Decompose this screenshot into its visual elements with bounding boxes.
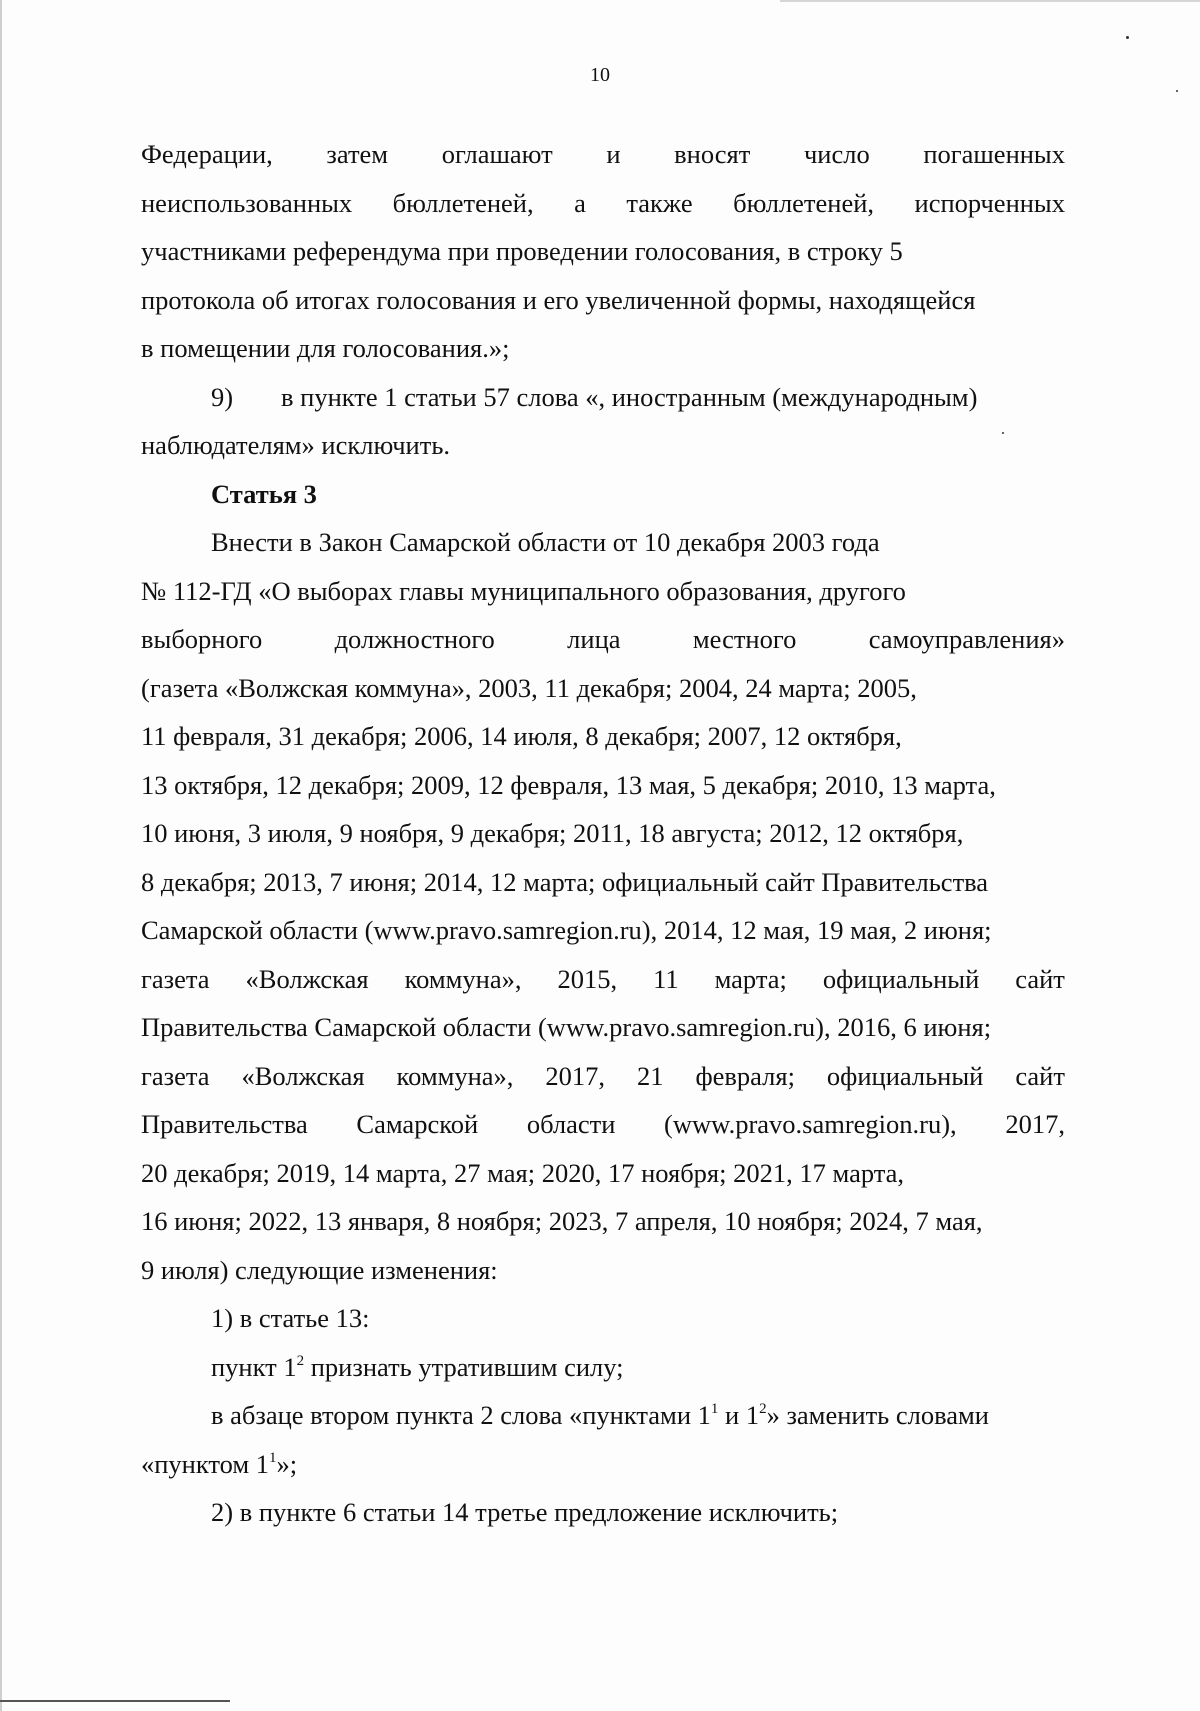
word: 2017, — [545, 1060, 606, 1091]
word: «Волжская — [241, 1060, 365, 1091]
paragraph-line — [141, 955, 1065, 1004]
word: (www.pravo.samregion.ru), — [664, 1109, 957, 1139]
item-9-text: в пункте 1 статьи 57 слова «, иностранным (международным) — [281, 381, 978, 412]
word: лица — [567, 624, 621, 654]
word: коммуна», — [396, 1060, 514, 1091]
paragraph-line: 9 июля) следующие изменения: — [141, 1254, 498, 1285]
paragraph-line: 20 декабря; 2019, 14 марта, 27 мая; 2020, 17 ноября; 2021, 17 марта, — [141, 1157, 905, 1188]
paragraph-line: 10 июня, 3 июля, 9 ноября, 9 декабря; 2011, 18 августа; 2012, 12 октября, — [141, 818, 964, 848]
paragraph-line: 8 декабря; 2013, 7 июня; 2014, 12 марта; официальный сайт Правительства — [141, 866, 989, 897]
word: области — [526, 1109, 616, 1139]
word: официальный — [826, 1060, 984, 1091]
word: Федерации, — [141, 139, 273, 169]
paragraph-line: Внести в Закон Самарской области от 10 декабря 2003 года — [211, 527, 880, 557]
page-number: 10 — [590, 64, 610, 86]
paragraph-line — [141, 130, 1065, 179]
paragraph-line: Самарской области (www.pravo.samregion.ru), 2014, 12 мая, 19 мая, 2 июня; — [141, 915, 992, 945]
paragraph-line: в помещении для голосования.»; — [141, 333, 510, 363]
word: сайт — [1015, 963, 1065, 994]
word: газета — [141, 1060, 210, 1091]
scan-bottom-edge — [0, 1700, 230, 1702]
word: выборного — [141, 624, 263, 654]
subitem-1-paragraph: в абзаце втором пункта 2 слова «пунктами $1^1$ и $1^2$» заменить словами — [211, 1400, 989, 1430]
word: 21 — [637, 1060, 664, 1091]
word: сайт — [1015, 1060, 1065, 1091]
item-9-line: наблюдателям» исключить. — [141, 430, 451, 460]
word: февраля; — [695, 1060, 795, 1091]
subitem-2: 2) в пункте 6 статьи 14 третье предложение исключить; — [211, 1497, 839, 1527]
item-9-line — [141, 373, 1065, 422]
paragraph-line — [141, 179, 1065, 228]
paragraph-line: Правительства Самарской области (www.pravo.samregion.ru), 2016, 6 июня; — [141, 1012, 992, 1042]
paragraph-line: участниками референдума при проведении голосования, в строку 5 — [141, 236, 903, 266]
word: самоуправления» — [868, 624, 1065, 654]
paragraph-line — [141, 615, 1065, 664]
subitem-1-paragraph: «пунктом $1^1$»; — [141, 1448, 298, 1479]
article-heading: Статья 3 — [211, 478, 317, 509]
word: и — [606, 139, 621, 169]
word: 11 — [653, 963, 679, 994]
scan-left-edge — [0, 0, 2, 1711]
scan-speck — [1176, 90, 1178, 92]
word: Самарской — [356, 1109, 479, 1139]
word: должностного — [334, 624, 495, 654]
paragraph-line — [141, 1052, 1065, 1101]
word: официальный — [822, 963, 980, 994]
word: затем — [326, 139, 389, 169]
word: а — [574, 187, 586, 218]
paragraph-line: 16 июня; 2022, 13 января, 8 ноября; 2023, 7 апреля, 10 ноября; 2024, 7 мая, — [141, 1206, 983, 1236]
word: число — [803, 139, 870, 169]
word: Правительства — [141, 1109, 308, 1139]
paragraph-line: протокола об итогах голосования и его увеличенной формы, находящейся — [141, 284, 976, 315]
word: неиспользованных — [141, 187, 353, 218]
paragraph-line: № 112-ГД «О выборах главы муниципального образования, другого — [141, 575, 906, 606]
word: бюллетеней, — [733, 187, 875, 218]
word: 2017, — [1005, 1109, 1065, 1139]
word: «Волжская — [245, 963, 369, 994]
word: бюллетеней, — [392, 187, 534, 218]
paragraph-line: 13 октября, 12 декабря; 2009, 12 февраля, 13 мая, 5 декабря; 2010, 13 марта, — [141, 769, 996, 800]
paragraph-line: (газета «Волжская коммуна», 2003, 11 декабря; 2004, 24 марта; 2005, — [141, 672, 917, 703]
scan-speck — [1126, 36, 1129, 39]
subitem-1-label: 1) в статье 13: — [211, 1303, 370, 1333]
paragraph-line: 11 февраля, 31 декабря; 2006, 14 июля, 8 декабря; 2007, 12 октября, — [141, 721, 902, 751]
word: газета — [141, 963, 210, 994]
item-9-number: 9) — [211, 381, 234, 412]
document-text — [141, 130, 1065, 1537]
word: также — [626, 187, 693, 218]
scan-top-edge — [780, 0, 1200, 2]
word: местного — [692, 624, 797, 654]
word: вносят — [674, 139, 751, 169]
subitem-1-paragraph: пункт $1^2$ признать утратившим силу; — [211, 1351, 624, 1382]
word: оглашают — [441, 139, 553, 169]
word: 2015, — [557, 963, 618, 994]
word: погашенных — [923, 139, 1065, 169]
word: коммуна», — [404, 963, 522, 994]
paragraph-line — [141, 1100, 1065, 1149]
word: марта; — [714, 963, 787, 994]
word: испорченных — [914, 187, 1065, 218]
